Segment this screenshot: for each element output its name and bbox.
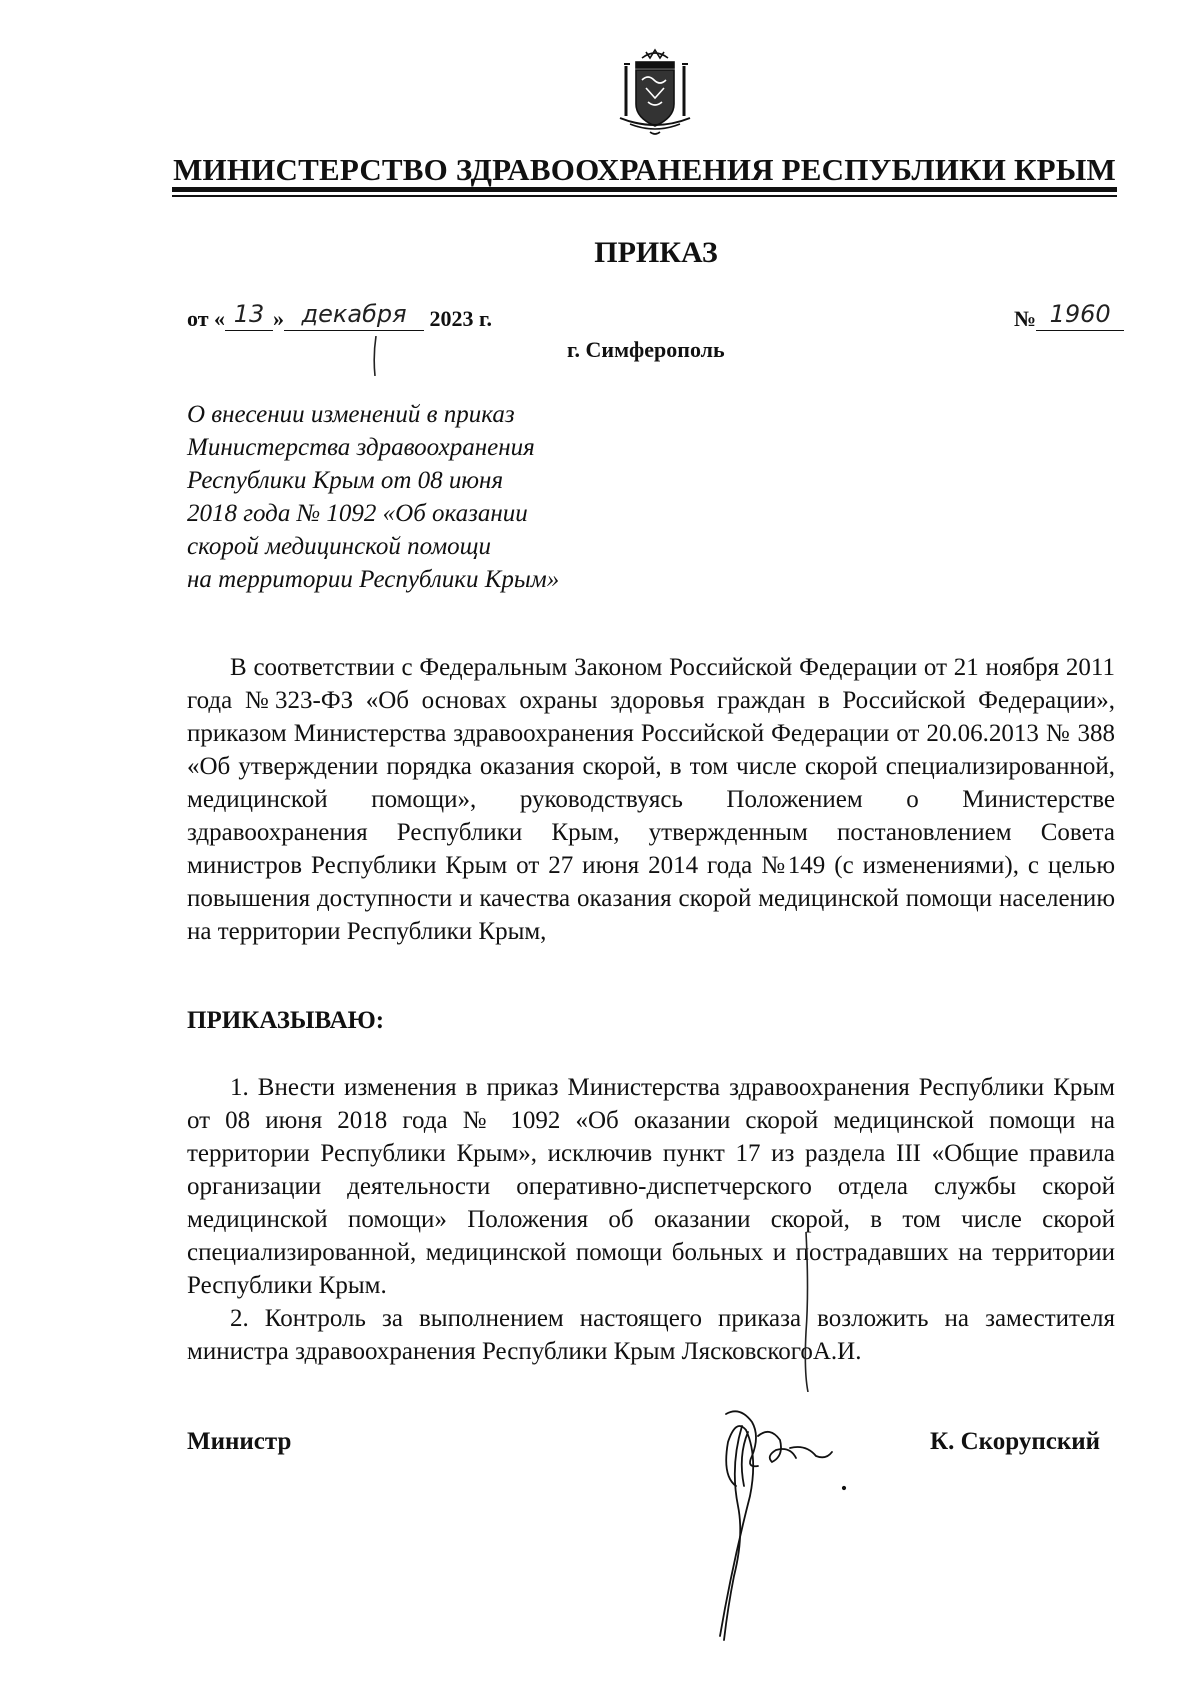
subject-line: Министерства здравоохранения <box>187 434 535 461</box>
subject-line: скорой медицинской помощи <box>187 533 492 560</box>
order-number <box>1014 300 1124 332</box>
subject-line: на территории Республики Крым» <box>187 566 560 593</box>
subject-line: Республики Крым от 08 июня <box>187 467 504 494</box>
preamble-paragraph: В соответствии с Федеральным Законом Российской Федерации от 21 ноября 2011 года №323-ФЗ «Об основах охраны здоровья граждан в Российской Федерации», приказом Министерства здравоохранения Российской Федерации от 20.06.2013 № 388 «Об утверждении порядка оказания скорой, в том числе скорой специализированной, медицинской помощи», руководствуясь Положением о Министерстве здравоохранения Республики Крым, утвержденным постановлением Совета министров Республики Крым от 27 июня 2014 года №149 (с изменениями), с целью повышения доступности и качества оказания скорой медицинской помощи населению на территории Республики Крым, <box>187 654 1115 945</box>
decree-item-2: 2. Контроль за выполнением настоящего приказа возложить на заместителя министра здравоохранения Республики Крым ЛясковскогоА.И. <box>187 1305 1115 1365</box>
handwritten-month <box>284 300 424 332</box>
number-prefix: № <box>1014 306 1037 331</box>
document-type-title: ПРИКАЗ <box>594 236 718 269</box>
pen-stroke-mark <box>370 336 380 376</box>
header-rule-thick <box>172 187 1117 192</box>
handwritten-signature <box>680 1396 860 1646</box>
number-value: 1960 <box>1049 300 1111 328</box>
decree-item-1: 1. Внести изменения в приказ Министерства здравоохранения Республики Крым от 08 июня 2018 года № 1092 «Об оказании скорой медицинской помощи на территории Республики Крым», исключив пункт 17 из раздела III «Общие правила организации деятельности оперативно-диспетчерского отдела службы скорой медицинской помощи» Положения об оказании скорой, в том числе скорой специализированной, медицинской помощи больных и пострадавших на территории Республики Крым. <box>187 1074 1115 1299</box>
day-value: 13 <box>233 300 265 328</box>
order-date <box>187 300 493 332</box>
date-day-close: » <box>273 306 285 331</box>
decree-heading: ПРИКАЗЫВАЮ: <box>187 1007 385 1034</box>
city-line: г. Симферополь <box>567 337 725 362</box>
date-year: 2023 г. <box>429 306 493 331</box>
header-rule-thin <box>172 195 1117 197</box>
month-value: декабря <box>301 300 407 328</box>
date-prefix: от « <box>187 306 226 331</box>
ministry-header: МИНИСТЕРСТВО ЗДРАВООХРАНЕНИЯ РЕСПУБЛИКИ КРЫМ <box>173 152 1116 187</box>
handwritten-day <box>225 300 273 332</box>
coat-of-arms-emblem <box>612 44 698 140</box>
decree-items <box>187 1071 1115 1368</box>
signatory-role: Министр <box>187 1428 292 1455</box>
preamble-block <box>187 651 1115 948</box>
order-subject <box>187 398 559 596</box>
handwritten-number <box>1036 300 1124 332</box>
signatory-name: К. Скорупский <box>930 1428 1101 1455</box>
subject-line: 2018 года № 1092 «Об оказании <box>187 500 528 527</box>
pen-stroke-line <box>800 1232 814 1392</box>
subject-line: О внесении изменений в приказ <box>187 401 515 428</box>
